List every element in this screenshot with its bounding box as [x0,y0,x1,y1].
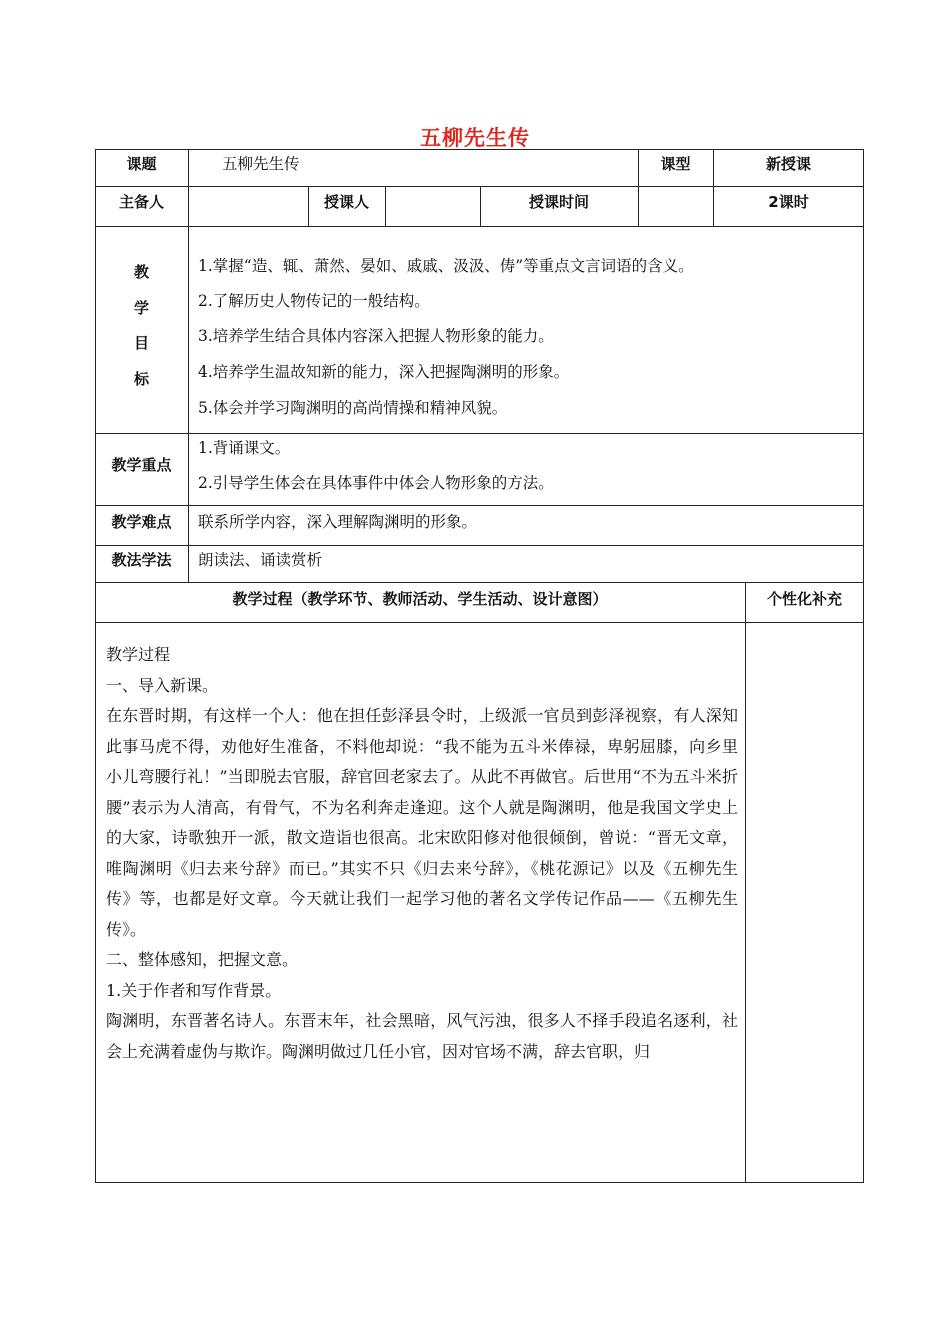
document-title: 五柳先生传 [420,126,530,150]
column-divider [188,149,189,582]
column-divider [385,186,386,226]
type-value: 新授课 [765,155,811,173]
section-heading: 一、导入新课。 [106,675,219,695]
row-divider [95,622,864,623]
objectives-label-char: 标 [133,370,149,388]
teacher-label: 授课人 [323,193,369,211]
supplement-header: 个性化补充 [766,590,842,608]
time-label: 授课时间 [528,193,589,211]
section-heading: 二、整体感知，把握文意。 [106,950,299,969]
methods-label: 教法学法 [111,551,172,569]
key-points-label: 教学重点 [111,456,172,474]
hours-value: 2课时 [768,193,809,211]
course-value: 五柳先生传 [222,155,300,173]
difficulty-label: 教学难点 [111,513,172,531]
process-header: 教学过程（教学环节、教师活动、学生活动、设计意图） [232,590,608,608]
row-divider [95,582,864,583]
objectives-label-char: 学 [133,299,149,317]
row-divider [95,433,864,434]
intro-paragraph: 在东晋时期，有这样一个人：他在担任彭泽县令时，上级派一官员到彭泽视察，有人深知此事马虎不得，劝他好生准备，不料他却说：“我不能为五斗米俸禄，卑躬屈膝，向乡里小儿弯腰行礼！”当即脱去官服，辞官回老家去了。从此不再做官。后世用“不为五斗米折腰”表示为人清高，有骨气，不为名利奔走逢迎。这个人就是陶渊明，他是我国文学史上的大家，诗歌独开一派，散文造诣也很高。北宋欧阳修对他很倾倒，曾说：“晋无文章，唯陶渊明《归去来兮辞》而已。”其实不只《归去来兮辞》，《桃花源记》以及《五柳先生传》等，也都是好文章。今天就让我们一起学习他的著名文学传记作品——《五柳先生传》。 [106,706,738,939]
course-label: 课题 [126,155,157,173]
key-point-item: 2.引导学生体会在具体事件中体会人物形象的方法。 [198,474,554,492]
key-point-item: 1.背诵课文。 [198,439,291,457]
process-body [106,640,738,1067]
type-label: 课型 [660,155,691,173]
sub-heading: 1.关于作者和写作背景。 [106,980,282,1000]
objective-item: 1.掌握“造、辄、萧然、晏如、戚戚、汲汲、俦”等重点文言词语的含义。 [198,257,694,275]
process-heading: 教学过程 [106,645,171,664]
objective-item: 5.体会并学习陶渊明的高尚情操和精神风貌。 [198,399,508,417]
objectives-label-char: 目 [133,334,149,352]
objectives-label-char: 教 [133,263,149,281]
objective-item: 4.培养学生温故知新的能力，深入把握陶渊明的形象。 [198,363,570,381]
row-divider [95,505,864,506]
difficulty-text: 联系所学内容，深入理解陶渊明的形象。 [198,513,478,531]
row-divider [95,226,864,227]
bio-paragraph: 陶渊明，东晋著名诗人。东晋末年，社会黑暗，风气污浊，很多人不择手段追名逐利，社会上充满着虚伪与欺诈。陶渊明做过几任小官，因对官场不满，辞去官职，归 [106,1011,738,1061]
row-divider [95,545,864,546]
objective-item: 3.培养学生结合具体内容深入把握人物形象的能力。 [198,327,554,345]
column-divider [745,582,746,1183]
preparer-label: 主备人 [118,193,164,211]
objective-item: 2.了解历史人物传记的一般结构。 [198,292,430,310]
methods-text: 朗读法、诵读赏析 [198,551,323,569]
